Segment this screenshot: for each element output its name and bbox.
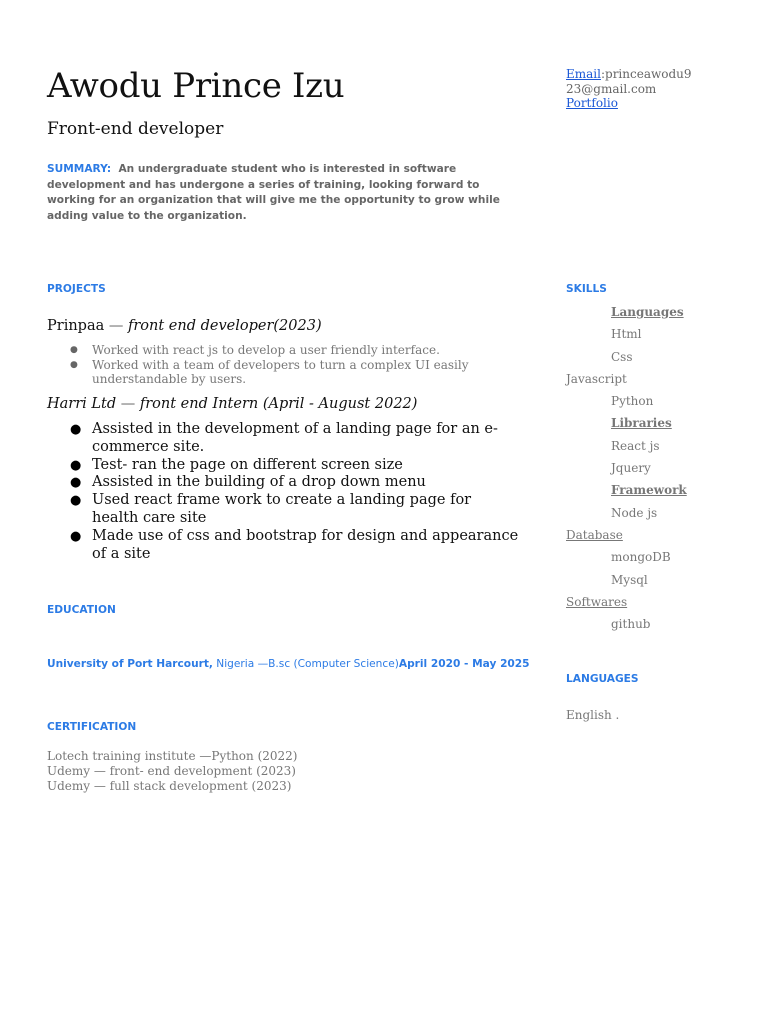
project-title: front end developer(2023) xyxy=(127,318,322,334)
school-name: University of Port Harcourt, xyxy=(47,658,213,670)
skill-item: mongoDB xyxy=(611,550,671,565)
education-entry xyxy=(47,658,530,670)
email-value: :princeawodu923@gmail.com xyxy=(566,67,692,96)
project-separator: — xyxy=(104,318,128,334)
list-item: Udemy — front- end development (2023) xyxy=(47,764,296,778)
summary xyxy=(47,162,517,224)
list-item: ● Made use of css and bootstrap for design and appearance of a site xyxy=(70,528,520,564)
skill-group-softwares: Softwares xyxy=(566,594,628,609)
resume-role: Front-end developer xyxy=(47,119,224,139)
degree-detail: Nigeria —B.sc (Computer Science) xyxy=(212,658,399,670)
skill-group-framework xyxy=(566,482,756,504)
list-item: Udemy — full stack development (2023) xyxy=(47,779,292,793)
languages-value: English . xyxy=(566,708,620,722)
skill-item: Css xyxy=(611,349,633,364)
contact-block xyxy=(566,67,696,111)
list-item: ● Worked with a team of developers to turn a complex UI easily understandable by users. xyxy=(70,358,525,387)
skill-item: Mysql xyxy=(611,572,648,587)
skill-item: Node js xyxy=(611,505,658,520)
harri-bullets xyxy=(70,421,520,563)
list-item: ● Assisted in the development of a landing page for an e-commerce site. xyxy=(70,421,520,457)
skill-group-label: Languages xyxy=(611,305,684,319)
skill-item: Python xyxy=(611,394,654,409)
email-link[interactable]: Email xyxy=(566,67,601,81)
project-company: Harri Ltd xyxy=(47,396,117,412)
project-prinpaa xyxy=(47,318,322,334)
skill-item: Jquery xyxy=(611,461,651,476)
skill-item: Javascript xyxy=(566,371,627,386)
list-item: ● Used react frame work to create a landing page for health care site xyxy=(70,492,520,528)
project-title: front end Intern (April - August 2022) xyxy=(139,396,418,412)
languages-heading: LANGUAGES xyxy=(566,673,639,685)
list-item: ● Test- ran the page on different screen size xyxy=(70,457,520,475)
list-item: ● Worked with react js to develop a user friendly interface. xyxy=(70,343,525,358)
education-dates: April 2020 - May 2025 xyxy=(398,658,530,670)
skills-heading: SKILLS xyxy=(566,283,607,295)
prinpaa-bullets xyxy=(70,343,525,387)
list-item: ● Assisted in the building of a drop down menu xyxy=(70,474,520,492)
project-separator: — xyxy=(116,396,140,412)
skills-list xyxy=(566,304,756,638)
certification-list xyxy=(47,749,297,794)
skill-item: github xyxy=(611,617,651,632)
skill-item: Html xyxy=(611,327,642,342)
project-company: Prinpaa xyxy=(47,318,105,334)
certification-heading: CERTIFICATION xyxy=(47,721,137,733)
summary-label: SUMMARY: xyxy=(47,163,112,175)
skill-group-database: Database xyxy=(566,527,623,542)
education-heading: EDUCATION xyxy=(47,604,116,616)
projects-heading: PROJECTS xyxy=(47,283,106,295)
summary-text: An undergraduate student who is interested in software development and has undergone a series of training, looking forward to working for an organization that will give me the opportunity to grow while adding value to the organization. xyxy=(47,163,500,222)
project-harri xyxy=(47,396,417,412)
portfolio-link[interactable]: Portfolio xyxy=(566,96,618,110)
skill-item: React js xyxy=(611,438,660,453)
skill-group-languages xyxy=(566,304,756,326)
list-item: Lotech training institute —Python (2022) xyxy=(47,749,298,763)
resume-name: Awodu Prince Izu xyxy=(47,66,345,106)
skill-group-label: Libraries xyxy=(611,416,672,431)
skill-group-label: Framework xyxy=(611,483,687,498)
skill-group-libraries xyxy=(566,415,756,437)
